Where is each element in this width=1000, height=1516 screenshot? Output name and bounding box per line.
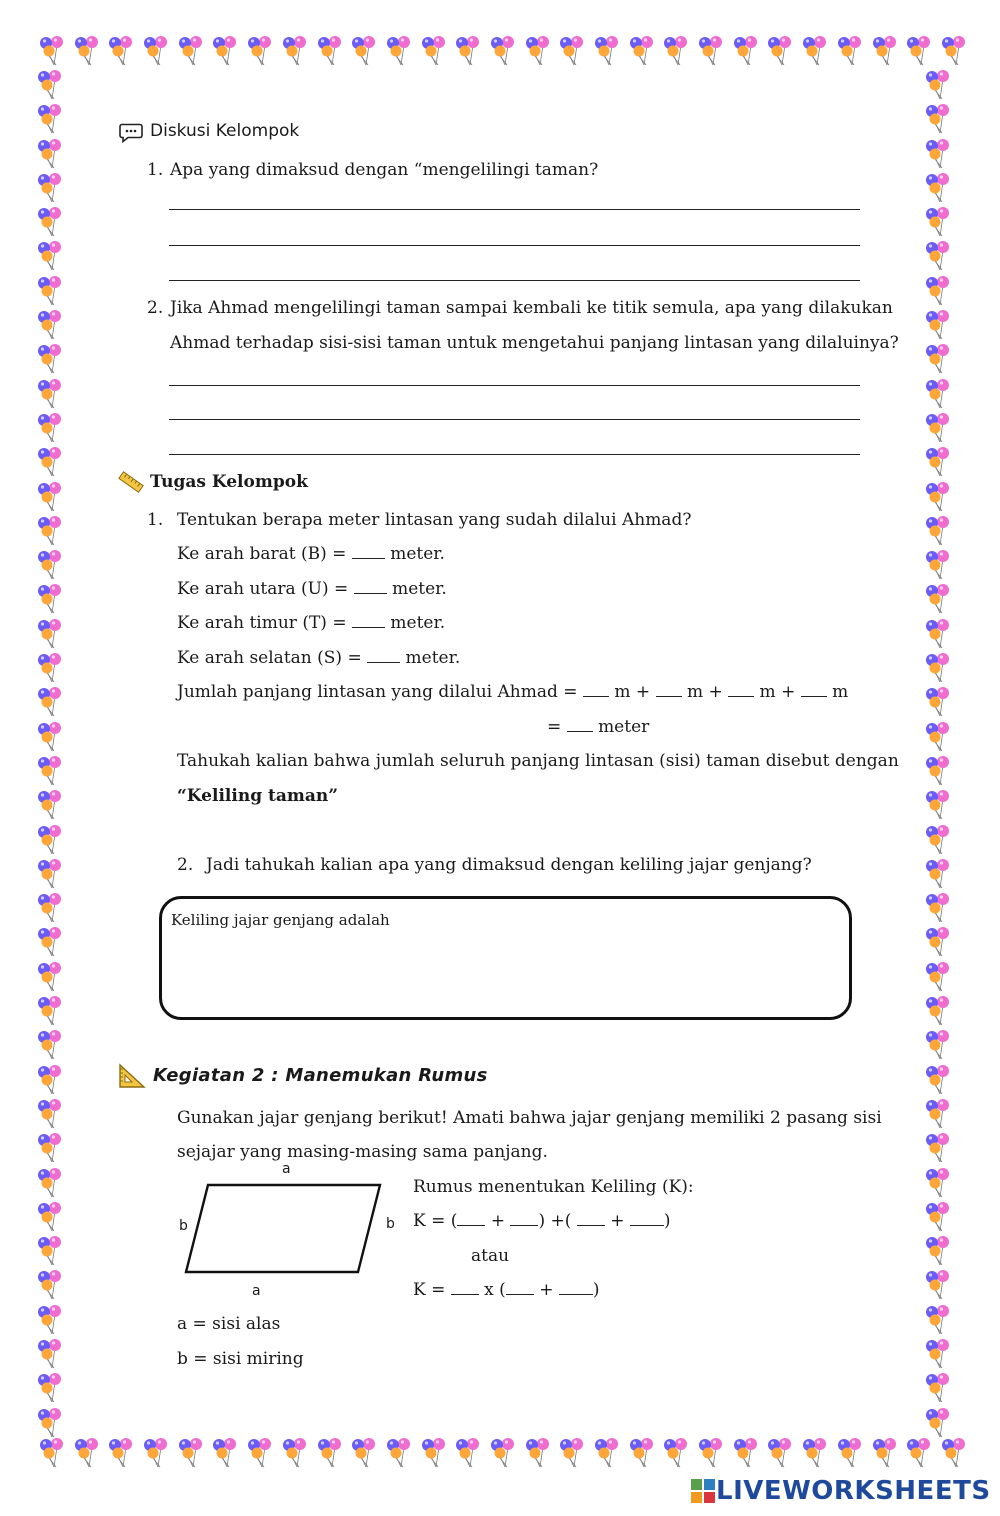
balloon-cluster-icon — [246, 36, 274, 66]
balloon-cluster-icon — [36, 1408, 64, 1438]
balloon-cluster-icon — [36, 276, 64, 306]
balloon-cluster-icon — [924, 1270, 952, 1300]
selatan-unit: meter. — [405, 648, 461, 668]
balloon-cluster-icon — [38, 36, 66, 66]
k1-blank-1[interactable] — [457, 1210, 485, 1226]
total-row — [547, 716, 649, 738]
jumlah-blank-3[interactable] — [728, 681, 754, 697]
balloon-cluster-icon — [211, 36, 239, 66]
balloon-cluster-icon — [36, 1168, 64, 1198]
tugas-q2-number: 2. — [177, 855, 194, 875]
definition-b: b = sisi miring — [177, 1349, 304, 1369]
balloon-cluster-icon — [924, 962, 952, 992]
answer-line[interactable] — [169, 209, 860, 210]
unit-m: m — [759, 682, 776, 702]
balloon-cluster-icon — [924, 619, 952, 649]
k2-plus: + — [539, 1280, 554, 1300]
balloon-cluster-icon — [36, 619, 64, 649]
k1-prefix: K = ( — [413, 1211, 458, 1231]
balloon-cluster-icon — [924, 104, 952, 134]
balloon-cluster-icon — [924, 379, 952, 409]
balloon-cluster-icon — [924, 139, 952, 169]
question-2-line2: Ahmad terhadap sisi-sisi taman untuk mengetahui panjang lintasan yang dilaluinya? — [170, 333, 899, 353]
balloon-cluster-icon — [697, 36, 725, 66]
balloon-cluster-icon — [36, 139, 64, 169]
balloon-border-right — [924, 70, 952, 1438]
answer-box[interactable] — [159, 896, 852, 1020]
balloon-cluster-icon — [924, 584, 952, 614]
utara-unit: meter. — [392, 579, 447, 599]
balloon-cluster-icon — [924, 722, 952, 752]
plus-sign: + — [781, 682, 796, 702]
balloon-cluster-icon — [36, 173, 64, 203]
answer-line[interactable] — [169, 419, 860, 420]
balloon-cluster-icon — [593, 36, 621, 66]
label-top-a: a — [282, 1161, 291, 1177]
question-2-line1: Jika Ahmad mengelilingi taman sampai kembali ke titik semula, apa yang dilakukan — [170, 298, 893, 318]
balloon-cluster-icon — [36, 584, 64, 614]
parallelogram-figure — [184, 1183, 384, 1275]
balloon-cluster-icon — [36, 996, 64, 1026]
balloon-cluster-icon — [924, 516, 952, 546]
parallelogram-shape — [186, 1185, 380, 1272]
k2-blank-2[interactable] — [506, 1279, 534, 1295]
balloon-cluster-icon — [924, 790, 952, 820]
barat-unit: meter. — [390, 544, 445, 564]
balloon-cluster-icon — [924, 413, 952, 443]
balloon-cluster-icon — [732, 1438, 760, 1468]
balloon-cluster-icon — [871, 1438, 899, 1468]
balloon-cluster-icon — [454, 36, 482, 66]
balloon-cluster-icon — [177, 1438, 205, 1468]
balloon-cluster-icon — [36, 1373, 64, 1403]
balloon-cluster-icon — [924, 550, 952, 580]
balloon-cluster-icon — [281, 1438, 309, 1468]
balloon-cluster-icon — [558, 36, 586, 66]
balloon-cluster-icon — [107, 36, 135, 66]
balloon-cluster-icon — [940, 36, 968, 66]
tugas-q2-text: Jadi tahukah kalian apa yang dimaksud dengan keliling jajar genjang? — [206, 855, 812, 875]
timur-label: Ke arah timur (T) = — [177, 613, 347, 633]
balloon-cluster-icon — [36, 1202, 64, 1232]
question-2-number: 2. — [147, 298, 164, 318]
balloon-cluster-icon — [924, 1373, 952, 1403]
balloon-cluster-icon — [142, 1438, 170, 1468]
jumlah-blank-2[interactable] — [656, 681, 682, 697]
balloon-cluster-icon — [385, 36, 413, 66]
balloon-cluster-icon — [924, 1202, 952, 1232]
balloon-cluster-icon — [924, 1305, 952, 1335]
selatan-row — [177, 647, 460, 669]
balloon-cluster-icon — [36, 825, 64, 855]
liveworksheets-logo[interactable] — [690, 1476, 991, 1506]
timur-unit: meter. — [390, 613, 446, 633]
balloon-cluster-icon — [36, 722, 64, 752]
unit-m: m — [832, 682, 849, 702]
balloon-cluster-icon — [924, 482, 952, 512]
info-line-1: Tahukah kalian bahwa jumlah seluruh panjang lintasan (sisi) taman disebut dengan — [177, 751, 899, 771]
balloon-cluster-icon — [281, 36, 309, 66]
balloon-cluster-icon — [593, 1438, 621, 1468]
timur-blank[interactable] — [352, 612, 385, 628]
k2-blank-3[interactable] — [559, 1279, 593, 1295]
balloon-cluster-icon — [454, 1438, 482, 1468]
balloon-cluster-icon — [924, 173, 952, 203]
balloon-cluster-icon — [924, 1408, 952, 1438]
balloon-cluster-icon — [628, 36, 656, 66]
unit-m: m — [614, 682, 631, 702]
answer-line[interactable] — [169, 454, 860, 455]
balloon-cluster-icon — [489, 36, 517, 66]
balloon-cluster-icon — [36, 447, 64, 477]
balloon-cluster-icon — [36, 1133, 64, 1163]
plus-sign: + — [708, 682, 723, 702]
balloon-cluster-icon — [36, 893, 64, 923]
answer-line[interactable] — [169, 245, 860, 246]
balloon-cluster-icon — [924, 1236, 952, 1266]
balloon-cluster-icon — [697, 1438, 725, 1468]
balloon-cluster-icon — [36, 482, 64, 512]
balloon-cluster-icon — [420, 1438, 448, 1468]
balloon-cluster-icon — [36, 859, 64, 889]
balloon-cluster-icon — [36, 207, 64, 237]
liveworksheets-logo-icon — [690, 1478, 716, 1504]
balloon-cluster-icon — [36, 310, 64, 340]
label-bottom-a: a — [252, 1283, 261, 1299]
k2-times: x ( — [484, 1280, 506, 1300]
balloon-cluster-icon — [924, 687, 952, 717]
balloon-cluster-icon — [924, 859, 952, 889]
balloon-cluster-icon — [36, 653, 64, 683]
balloon-cluster-icon — [628, 1438, 656, 1468]
balloon-cluster-icon — [350, 36, 378, 66]
balloon-cluster-icon — [211, 1438, 239, 1468]
balloon-cluster-icon — [924, 241, 952, 271]
balloon-cluster-icon — [924, 1065, 952, 1095]
tugas-q1-number: 1. — [147, 510, 164, 530]
chat-bubble-icon — [119, 123, 143, 143]
balloon-cluster-icon — [36, 927, 64, 957]
balloon-cluster-icon — [36, 344, 64, 374]
rumus-k1 — [413, 1210, 670, 1232]
tugas-title: Tugas Kelompok — [150, 472, 308, 492]
balloon-cluster-icon — [36, 962, 64, 992]
balloon-cluster-icon — [924, 70, 952, 100]
total-unit: meter — [598, 717, 650, 737]
balloon-cluster-icon — [36, 70, 64, 100]
balloon-cluster-icon — [924, 207, 952, 237]
set-square-icon — [118, 1063, 146, 1089]
answer-line[interactable] — [169, 385, 860, 386]
balloon-cluster-icon — [905, 36, 933, 66]
balloon-cluster-icon — [107, 1438, 135, 1468]
balloon-cluster-icon — [36, 1030, 64, 1060]
barat-blank[interactable] — [352, 543, 385, 559]
balloon-cluster-icon — [836, 1438, 864, 1468]
diskusi-title: Diskusi Kelompok — [150, 121, 300, 141]
balloon-cluster-icon — [924, 756, 952, 786]
jumlah-label: Jumlah panjang lintasan yang dilalui Ahmad = — [177, 682, 578, 702]
balloon-cluster-icon — [871, 36, 899, 66]
balloon-cluster-icon — [924, 447, 952, 477]
balloon-cluster-icon — [924, 310, 952, 340]
timur-row — [177, 612, 445, 634]
total-blank[interactable] — [567, 716, 593, 732]
barat-label: Ke arah barat (B) = — [177, 544, 347, 564]
atau-text: atau — [471, 1246, 510, 1266]
balloon-cluster-icon — [36, 550, 64, 580]
balloon-cluster-icon — [558, 1438, 586, 1468]
balloon-cluster-icon — [766, 1438, 794, 1468]
equals-sign: = — [547, 717, 562, 737]
kegiatan-title: Kegiatan 2 : Manemukan Rumus — [153, 1065, 488, 1086]
rumus-title: Rumus menentukan Keliling (K): — [413, 1177, 694, 1197]
k2-blank-1[interactable] — [451, 1279, 479, 1295]
balloon-cluster-icon — [36, 379, 64, 409]
balloon-cluster-icon — [36, 1305, 64, 1335]
jumlah-blank-4[interactable] — [801, 681, 827, 697]
balloon-cluster-icon — [924, 276, 952, 306]
balloon-cluster-icon — [36, 104, 64, 134]
balloon-cluster-icon — [924, 927, 952, 957]
balloon-cluster-icon — [924, 1133, 952, 1163]
answer-box-prompt: Keliling jajar genjang adalah — [171, 911, 390, 929]
utara-row — [177, 578, 447, 600]
jumlah-row — [177, 681, 848, 703]
k1-blank-3[interactable] — [577, 1210, 605, 1226]
balloon-cluster-icon — [766, 36, 794, 66]
balloon-cluster-icon — [350, 1438, 378, 1468]
balloon-cluster-icon — [36, 241, 64, 271]
balloon-cluster-icon — [905, 1438, 933, 1468]
ruler-icon — [118, 471, 144, 493]
balloon-cluster-icon — [36, 1099, 64, 1129]
balloon-cluster-icon — [489, 1438, 517, 1468]
k1-plus-2: + — [610, 1211, 625, 1231]
balloon-cluster-icon — [732, 36, 760, 66]
definition-a: a = sisi alas — [177, 1314, 281, 1334]
label-right-b: b — [386, 1216, 395, 1232]
balloon-cluster-icon — [38, 1438, 66, 1468]
info-line-2: “Keliling taman” — [177, 786, 339, 806]
balloon-cluster-icon — [801, 36, 829, 66]
balloon-cluster-icon — [246, 1438, 274, 1468]
rumus-k2 — [413, 1279, 600, 1301]
balloon-border-top — [38, 36, 968, 66]
balloon-cluster-icon — [73, 1438, 101, 1468]
balloon-cluster-icon — [924, 1030, 952, 1060]
kegiatan-intro-2: sejajar yang masing-masing sama panjang. — [177, 1142, 548, 1162]
balloon-cluster-icon — [662, 1438, 690, 1468]
unit-m: m — [686, 682, 704, 702]
balloon-cluster-icon — [924, 1168, 952, 1198]
balloon-cluster-icon — [36, 1236, 64, 1266]
balloon-cluster-icon — [385, 1438, 413, 1468]
balloon-cluster-icon — [36, 413, 64, 443]
balloon-cluster-icon — [836, 36, 864, 66]
brand-name: LIVEWORKSHEETS — [716, 1476, 991, 1506]
balloon-border-bottom — [38, 1438, 968, 1468]
balloon-cluster-icon — [924, 1339, 952, 1369]
question-1-number: 1. — [147, 160, 164, 180]
balloon-border-left — [36, 70, 64, 1438]
utara-blank[interactable] — [354, 578, 387, 594]
balloon-cluster-icon — [924, 996, 952, 1026]
balloon-cluster-icon — [36, 756, 64, 786]
balloon-cluster-icon — [316, 1438, 344, 1468]
tugas-q1-text: Tentukan berapa meter lintasan yang sudah dilalui Ahmad? — [177, 510, 692, 530]
kegiatan-intro-1: Gunakan jajar genjang berikut! Amati bahwa jajar genjang memiliki 2 pasang sisi — [177, 1108, 882, 1128]
balloon-cluster-icon — [142, 36, 170, 66]
balloon-cluster-icon — [940, 1438, 968, 1468]
balloon-cluster-icon — [36, 1339, 64, 1369]
jumlah-blank-1[interactable] — [583, 681, 609, 697]
k1-blank-4[interactable] — [630, 1210, 664, 1226]
balloon-cluster-icon — [177, 36, 205, 66]
balloon-cluster-icon — [662, 36, 690, 66]
question-1-text: Apa yang dimaksud dengan “mengelilingi taman? — [170, 160, 599, 180]
balloon-cluster-icon — [36, 1065, 64, 1095]
balloon-cluster-icon — [420, 36, 448, 66]
k1-plus-1: + — [490, 1211, 506, 1231]
balloon-cluster-icon — [524, 1438, 552, 1468]
balloon-cluster-icon — [524, 36, 552, 66]
balloon-cluster-icon — [801, 1438, 829, 1468]
k2-end: ) — [592, 1280, 600, 1300]
balloon-cluster-icon — [36, 687, 64, 717]
balloon-cluster-icon — [36, 1270, 64, 1300]
k1-mid: ) +( — [538, 1211, 572, 1231]
balloon-cluster-icon — [36, 790, 64, 820]
balloon-cluster-icon — [73, 36, 101, 66]
balloon-cluster-icon — [924, 344, 952, 374]
selatan-label: Ke arah selatan (S) = — [177, 648, 362, 668]
balloon-cluster-icon — [924, 893, 952, 923]
k1-end: ) — [663, 1211, 671, 1231]
selatan-blank[interactable] — [367, 647, 400, 663]
balloon-cluster-icon — [316, 36, 344, 66]
balloon-cluster-icon — [924, 825, 952, 855]
utara-label: Ke arah utara (U) = — [177, 579, 349, 599]
answer-line[interactable] — [169, 280, 860, 281]
barat-row — [177, 543, 445, 565]
balloon-cluster-icon — [924, 1099, 952, 1129]
label-left-b: b — [179, 1218, 188, 1234]
k1-blank-2[interactable] — [510, 1210, 538, 1226]
k2-prefix: K = — [413, 1280, 446, 1300]
balloon-cluster-icon — [924, 653, 952, 683]
plus-sign: + — [635, 682, 651, 702]
balloon-cluster-icon — [36, 516, 64, 546]
